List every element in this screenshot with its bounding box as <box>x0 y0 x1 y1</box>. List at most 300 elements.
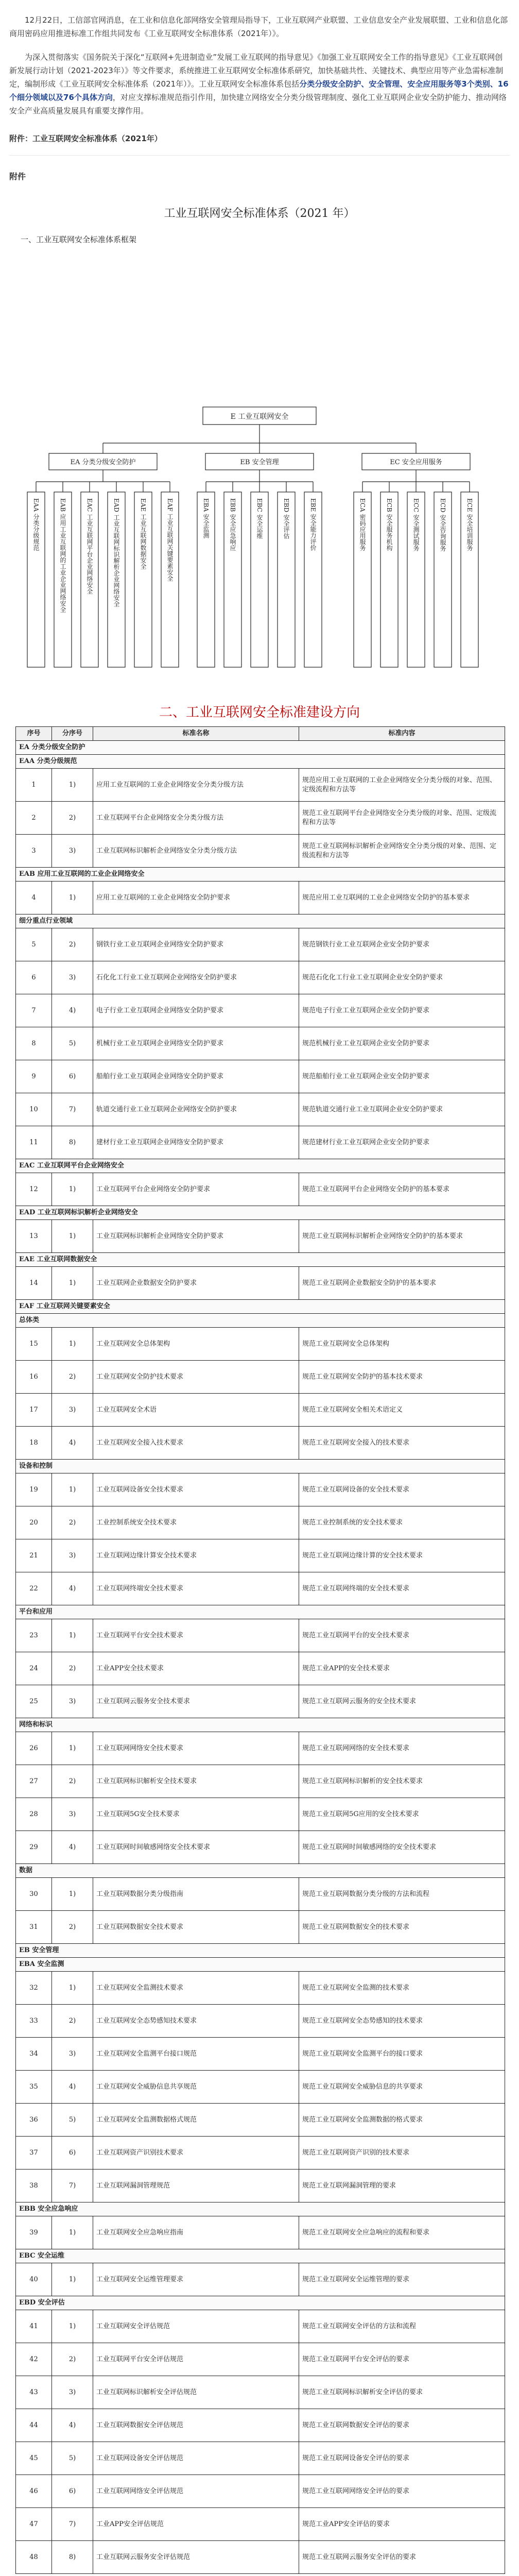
table-row <box>16 2310 505 2343</box>
serial-cell: 10 <box>16 1093 52 1126</box>
table-row <box>16 1732 505 1765</box>
standard-name-cell: 工业互联网云服务安全评估规范 <box>93 2541 299 2574</box>
intro-paragraph-1: 12月22日，工信部官网消息，在工业和信息化部网络安全管理局指导下，工业互联网产业联盟、工业信息安全产业发展联盟、工业和信息化部商用密码应用推进标准工作组共同发布《工业互联网安全标准体系（2021年）》。 <box>9 15 508 38</box>
diagram-sub-label: EAB 应用工业互联网的工业企业网络安全 <box>59 498 66 613</box>
subserial-cell: 1) <box>52 1473 93 1506</box>
standard-name-cell: 工业互联网边缘计算安全技术要求 <box>93 1539 299 1572</box>
serial-cell: 42 <box>16 2343 52 2376</box>
serial-cell: 40 <box>16 2263 52 2296</box>
section-label: EAB 应用工业互联网的工业企业网络安全 <box>16 868 505 882</box>
serial-cell: 48 <box>16 2541 52 2574</box>
serial-cell: 9 <box>16 1060 52 1093</box>
article-intro <box>0 0 519 117</box>
standard-content-cell: 规范工业互联网数据安全评估的要求 <box>299 2409 505 2442</box>
subserial-cell: 3) <box>52 1539 93 1572</box>
serial-cell: 2 <box>16 802 52 835</box>
section-label: EBA 安全监测 <box>16 1958 505 1972</box>
subserial-cell: 1) <box>52 1328 93 1361</box>
subserial-cell: 3) <box>52 1394 93 1427</box>
serial-cell: 26 <box>16 1732 52 1765</box>
subserial-cell: 8) <box>52 2541 93 2574</box>
standard-name-cell: 工业互联网时间敏感网络安全技术要求 <box>93 1831 299 1864</box>
standard-name-cell: 工业互联网数据安全技术要求 <box>93 1911 299 1944</box>
table-row <box>16 2376 505 2409</box>
serial-cell: 12 <box>16 1173 52 1206</box>
serial-cell: 19 <box>16 1473 52 1506</box>
standard-name-cell: 工业互联网安全防护技术要求 <box>93 1361 299 1394</box>
table-row <box>16 994 505 1027</box>
standard-name-cell: 钢铁行业工业互联网企业网络安全防护要求 <box>93 928 299 961</box>
table-section-row <box>16 1159 505 1173</box>
standard-name-cell: 工业互联网安全运维管理要求 <box>93 2263 299 2296</box>
table-row <box>16 1765 505 1798</box>
subserial-cell: 2) <box>52 2343 93 2376</box>
table-row <box>16 928 505 961</box>
section-label: 总体类 <box>16 1314 505 1328</box>
diagram-sub-label: ECB 安全服务机构 <box>386 498 393 551</box>
subserial-cell: 3) <box>52 835 93 868</box>
diagram-sub-label: EBB 安全应急响应 <box>229 498 236 551</box>
serial-cell: 22 <box>16 1572 52 1605</box>
table-row <box>16 1328 505 1361</box>
table-header-row <box>16 727 505 741</box>
subserial-cell: 2) <box>52 1765 93 1798</box>
standard-name-cell: 工业互联网标识解析企业网络安全分类分级方法 <box>93 835 299 868</box>
diagram-group-label: EC 安全应用服务 <box>390 459 442 466</box>
subserial-cell: 6) <box>52 2137 93 2170</box>
standard-content-cell: 规范工业互联网数据安全的技术要求 <box>299 1911 505 1944</box>
standard-name-cell: 电子行业工业互联网企业网络安全防护要求 <box>93 994 299 1027</box>
standard-content-cell: 规范工业互联网平台安全评估的要求 <box>299 2343 505 2376</box>
section-label: EB 安全管理 <box>16 1944 505 1958</box>
table-row <box>16 1220 505 1253</box>
standard-content-cell: 规范工业互联网安全接入的技术要求 <box>299 1427 505 1460</box>
subserial-cell: 4) <box>52 1427 93 1460</box>
table-section-row <box>16 914 505 928</box>
subserial-cell: 7) <box>52 2170 93 2202</box>
table-row <box>16 2508 505 2541</box>
standard-name-cell: 工业互联网安全总体架构 <box>93 1328 299 1361</box>
standard-content-cell: 规范工业互联网安全监测数据的格式要求 <box>299 2104 505 2137</box>
subserial-cell: 1) <box>52 2216 93 2249</box>
intro-paragraph-2 <box>9 50 510 117</box>
serial-cell: 7 <box>16 994 52 1027</box>
standard-name-cell: 工业互联网安全态势感知技术要求 <box>93 2005 299 2038</box>
section-label: EA 分类分级安全防护 <box>16 741 505 755</box>
serial-cell: 38 <box>16 2170 52 2202</box>
subserial-cell: 4) <box>52 994 93 1027</box>
standard-content-cell: 规范工业互联网平台企业网络安全防护的基本要求 <box>299 1173 505 1206</box>
subserial-cell: 1) <box>52 1619 93 1652</box>
diagram-sub-label: EAD 工业互联网标识解析企业网络安全 <box>113 498 120 607</box>
diagram-sub-label: EAC 工业互联网平台企业网络安全 <box>86 498 93 595</box>
standard-name-cell: 工业互联网数据分类分级指南 <box>93 1878 299 1911</box>
diagram-sub-label: EBD 安全评估 <box>283 498 290 539</box>
subserial-cell: 4) <box>52 1572 93 1605</box>
table-row <box>16 1972 505 2005</box>
standard-content-cell: 规范工业互联网安全监测的技术要求 <box>299 1972 505 2005</box>
table-row <box>16 2137 505 2170</box>
subserial-cell: 7) <box>52 2508 93 2541</box>
table-row <box>16 1060 505 1093</box>
standard-content-cell: 规范应用工业互联网的工业企业网络安全防护的基本要求 <box>299 882 505 914</box>
section-label: 网络和标识 <box>16 1718 505 1732</box>
table-row <box>16 2216 505 2249</box>
serial-cell: 5 <box>16 928 52 961</box>
table-row <box>16 2343 505 2376</box>
table-section-row <box>16 741 505 755</box>
standard-name-cell: 工业互联网5G安全技术要求 <box>93 1798 299 1831</box>
intro-p2-text-c: ，对应支撑标准规范指引作用，加快建立网络安全分类分级管理制度、强化工业互联网企业安全防护能力、推动网络安全产业高质量发展具有重要支撑作用。 <box>9 93 507 115</box>
standard-name-cell: 船舶行业工业互联网企业网络安全防护要求 <box>93 1060 299 1093</box>
serial-cell: 43 <box>16 2376 52 2409</box>
diagram-sub-label: EAA 分类分级规范 <box>32 498 40 551</box>
standard-content-cell: 规范工业互联网设备的安全技术要求 <box>299 1473 505 1506</box>
serial-cell: 18 <box>16 1427 52 1460</box>
table-row <box>16 2071 505 2104</box>
standard-name-cell: 工业互联网安全监测数据格式规范 <box>93 2104 299 2137</box>
serial-cell: 8 <box>16 1027 52 1060</box>
serial-cell: 13 <box>16 1220 52 1253</box>
table-row <box>16 2409 505 2442</box>
table-row <box>16 961 505 994</box>
attachment-line: 附件：工业互联网安全标准体系（2021年） <box>9 134 162 143</box>
standard-content-cell: 规范船舶行业工业互联网企业安全防护要求 <box>299 1060 505 1093</box>
subserial-cell: 5) <box>52 2442 93 2475</box>
table-row <box>16 1652 505 1685</box>
table-row <box>16 1685 505 1718</box>
serial-cell: 16 <box>16 1361 52 1394</box>
serial-cell: 34 <box>16 2038 52 2071</box>
standard-content-cell: 规范工业互联网网络安全评估的要求 <box>299 2475 505 2508</box>
diagram-root-label: E 工业互联网安全 <box>230 413 289 421</box>
table-row <box>16 1539 505 1572</box>
subserial-cell: 1) <box>52 1267 93 1300</box>
table-row <box>16 882 505 914</box>
table-row <box>16 1093 505 1126</box>
standard-name-cell: 工业互联网安全术语 <box>93 1394 299 1427</box>
serial-cell: 33 <box>16 2005 52 2038</box>
standard-name-cell: 工业互联网企业数据安全防护要求 <box>93 1267 299 1300</box>
table-row <box>16 1427 505 1460</box>
serial-cell: 17 <box>16 1394 52 1427</box>
standard-name-cell: 工业互联网资产识别技术要求 <box>93 2137 299 2170</box>
serial-cell: 24 <box>16 1652 52 1685</box>
framework-diagram <box>0 397 519 685</box>
intro-p2-text-a: 为深入贯彻落实《国务院关于深化“互联网+先进制造业”发展工业互联网的指导意见》《加强工业互联网安全工作的指导意见》《工业互联网创新发展行动计划（2021-2023年）》等文件要求，系统推进工业互联网安全标准体系研究，加快基础共性、关键技术、典型应用等产业急需标准制定，编制形成《工业互联网安全标准体系（2021年）》。工业互联网安全标准体系包括 <box>9 53 504 89</box>
section-label: EBB 安全应急响应 <box>16 2202 505 2216</box>
table-row <box>16 1473 505 1506</box>
table-row <box>16 2104 505 2137</box>
standard-content-cell: 规范工业互联网5G应用的安全技术要求 <box>299 1798 505 1831</box>
standard-content-cell: 规范工业互联网标识解析安全评估的要求 <box>299 2376 505 2409</box>
standard-content-cell: 规范工业互联网标识解析企业网络安全防护的基本要求 <box>299 1220 505 1253</box>
table-section-row <box>16 868 505 882</box>
standard-name-cell: 建材行业工业互联网企业网络安全防护要求 <box>93 1126 299 1159</box>
table-section-row <box>16 2296 505 2310</box>
table-row <box>16 1911 505 1944</box>
standard-content-cell: 规范机械行业工业互联网企业安全防护要求 <box>299 1027 505 1060</box>
header-standard-name: 标准名称 <box>93 727 299 741</box>
serial-cell: 44 <box>16 2409 52 2442</box>
serial-cell: 23 <box>16 1619 52 1652</box>
header-subserial: 分序号 <box>52 727 93 741</box>
section-label: EAA 分类分级规范 <box>16 755 505 769</box>
standard-name-cell: 石化化工行业工业互联网企业网络安全防护要求 <box>93 961 299 994</box>
standard-name-cell: 工业控制系统安全技术要求 <box>93 1506 299 1539</box>
standard-name-cell: 工业互联网安全评估规范 <box>93 2310 299 2343</box>
subserial-cell: 4) <box>52 2071 93 2104</box>
diagram-sub-label: ECE 安全培训服务 <box>466 498 473 551</box>
standard-content-cell: 规范工业互联网安全威胁信息的共享要求 <box>299 2071 505 2104</box>
standard-name-cell: 工业互联网设备安全技术要求 <box>93 1473 299 1506</box>
section-label: EBD 安全评估 <box>16 2296 505 2310</box>
subserial-cell: 5) <box>52 2104 93 2137</box>
standard-content-cell: 规范工业互联网终端的安全技术要求 <box>299 1572 505 1605</box>
diagram-sub-label: EBC 安全运维 <box>256 498 263 539</box>
standard-name-cell: 应用工业互联网的工业企业网络安全分类分级方法 <box>93 769 299 802</box>
standard-content-cell: 规范工业互联网设备安全评估的要求 <box>299 2442 505 2475</box>
subserial-cell: 5) <box>52 1027 93 1060</box>
table-row <box>16 2541 505 2574</box>
serial-cell: 20 <box>16 1506 52 1539</box>
standard-content-cell: 规范电子行业工业互联网企业安全防护要求 <box>299 994 505 1027</box>
serial-cell: 37 <box>16 2137 52 2170</box>
standard-name-cell: 工业互联网数据安全评估规范 <box>93 2409 299 2442</box>
standard-name-cell: 应用工业互联网的工业企业网络安全防护要求 <box>93 882 299 914</box>
document-title: 工业互联网安全标准体系（2021 年） <box>164 207 355 220</box>
serial-cell: 28 <box>16 1798 52 1831</box>
subserial-cell: 2) <box>52 1361 93 1394</box>
standard-name-cell: 工业互联网平台企业网络安全分类分级方法 <box>93 802 299 835</box>
standard-content-cell: 规范工业控制系统的安全技术要求 <box>299 1506 505 1539</box>
subserial-cell: 3) <box>52 1685 93 1718</box>
standard-content-cell: 规范工业互联网资产识别的技术要求 <box>299 2137 505 2170</box>
standard-content-cell: 规范工业互联网安全应急响应的流程和要求 <box>299 2216 505 2249</box>
serial-cell: 47 <box>16 2508 52 2541</box>
table-row <box>16 2263 505 2296</box>
diagram-group-label: EA 分类分级安全防护 <box>70 459 136 466</box>
subserial-cell: 1) <box>52 1732 93 1765</box>
standard-content-cell: 规范工业互联网云服务的安全技术要求 <box>299 1685 505 1718</box>
standard-name-cell: 工业互联网设备安全评估规范 <box>93 2442 299 2475</box>
table-section-row <box>16 1253 505 1267</box>
diagram-sub-label: ECC 安全测试服务 <box>412 498 420 551</box>
section-label: EBC 安全运维 <box>16 2249 505 2263</box>
serial-cell: 45 <box>16 2442 52 2475</box>
section-label: 细分重点行业领域 <box>16 914 505 928</box>
table-row <box>16 1506 505 1539</box>
table-section-row <box>16 1300 505 1314</box>
serial-cell: 36 <box>16 2104 52 2137</box>
serial-cell: 21 <box>16 1539 52 1572</box>
section-label: 数据 <box>16 1864 505 1878</box>
subserial-cell: 2) <box>52 802 93 835</box>
standard-content-cell: 规范工业互联网漏洞管理的要求 <box>299 2170 505 2202</box>
table-section-row <box>16 755 505 769</box>
serial-cell: 39 <box>16 2216 52 2249</box>
table-section-row <box>16 1944 505 1958</box>
standard-name-cell: 工业互联网平台安全评估规范 <box>93 2343 299 2376</box>
diagram-sub-label: ECD 安全咨询服务 <box>439 498 446 552</box>
serial-cell: 3 <box>16 835 52 868</box>
standard-name-cell: 工业互联网安全监测技术要求 <box>93 1972 299 2005</box>
table-section-row <box>16 1460 505 1473</box>
standard-content-cell: 规范工业互联网时间敏感网络的安全技术要求 <box>299 1831 505 1864</box>
subserial-cell: 3) <box>52 2376 93 2409</box>
section-1-title: 一、工业互联网安全标准体系框架 <box>21 235 137 244</box>
serial-cell: 4 <box>16 882 52 914</box>
serial-cell: 35 <box>16 2071 52 2104</box>
standard-content-cell: 规范工业互联网数据分类分级的方法和流程 <box>299 1878 505 1911</box>
table-section-row <box>16 1718 505 1732</box>
standard-content-cell: 规范钢铁行业工业互联网企业安全防护要求 <box>299 928 505 961</box>
serial-cell: 32 <box>16 1972 52 2005</box>
diagram-sub-label: ECA 密码应用服务 <box>359 498 366 551</box>
attachment-label: 附件 <box>9 172 26 181</box>
serial-cell: 31 <box>16 1911 52 1944</box>
standard-content-cell: 规范工业互联网安全监测平台的接口要求 <box>299 2038 505 2071</box>
section-label: EAF 工业互联网关键要素安全 <box>16 1300 505 1314</box>
serial-cell: 15 <box>16 1328 52 1361</box>
table-section-row <box>16 1605 505 1619</box>
standard-name-cell: 工业互联网安全监测平台接口规范 <box>93 2038 299 2071</box>
subserial-cell: 1) <box>52 882 93 914</box>
standard-name-cell: 工业互联网终端安全技术要求 <box>93 1572 299 1605</box>
subserial-cell: 6) <box>52 2475 93 2508</box>
diagram-sub-label: EAE 工业互联网数据安全 <box>140 498 147 569</box>
standard-content-cell: 规范工业互联网安全相关术语定义 <box>299 1394 505 1427</box>
standard-content-cell: 规范工业互联网标识解析企业网络安全分类分级的对象、范围、定级流程和方法等 <box>299 835 505 868</box>
subserial-cell: 3) <box>52 1798 93 1831</box>
table-row <box>16 1878 505 1911</box>
subserial-cell: 4) <box>52 2409 93 2442</box>
standard-name-cell: 工业互联网安全接入技术要求 <box>93 1427 299 1460</box>
standard-name-cell: 工业互联网安全威胁信息共享规范 <box>93 2071 299 2104</box>
table-row <box>16 1619 505 1652</box>
standard-name-cell: 工业互联网安全应急响应指南 <box>93 2216 299 2249</box>
subserial-cell: 7) <box>52 1093 93 1126</box>
section-label: 平台和应用 <box>16 1605 505 1619</box>
section-label: EAD 工业互联网标识解析企业网络安全 <box>16 1206 505 1220</box>
subserial-cell: 2) <box>52 1911 93 1944</box>
table-row <box>16 1173 505 1206</box>
diagram-sub-label: EBA 安全监测 <box>202 498 210 539</box>
standard-name-cell: 工业互联网标识解析安全评估规范 <box>93 2376 299 2409</box>
subserial-cell: 2) <box>52 1506 93 1539</box>
table-section-row <box>16 1864 505 1878</box>
subserial-cell: 4) <box>52 1831 93 1864</box>
standard-content-cell: 规范工业互联网安全评估的方法和流程 <box>299 2310 505 2343</box>
subserial-cell: 1) <box>52 1220 93 1253</box>
standard-content-cell: 规范工业互联网企业数据安全防护的基本要求 <box>299 1267 505 1300</box>
subserial-cell: 2) <box>52 2005 93 2038</box>
table-row <box>16 2038 505 2071</box>
header-standard-content: 标准内容 <box>299 727 505 741</box>
table-row <box>16 835 505 868</box>
header-serial: 序号 <box>16 727 52 741</box>
table-row <box>16 1394 505 1427</box>
serial-cell: 27 <box>16 1765 52 1798</box>
standard-content-cell: 规范轨道交通行业工业互联网企业安全防护要求 <box>299 1093 505 1126</box>
standard-content-cell: 规范工业互联网安全态势感知的技术要求 <box>299 2005 505 2038</box>
table-row <box>16 2442 505 2475</box>
serial-cell: 46 <box>16 2475 52 2508</box>
standard-name-cell: 工业互联网网络安全技术要求 <box>93 1732 299 1765</box>
subserial-cell: 2) <box>52 928 93 961</box>
standard-name-cell: 工业APP安全评估规范 <box>93 2508 299 2541</box>
section-label: 设备和控制 <box>16 1460 505 1473</box>
standard-content-cell: 规范工业互联网云服务安全评估的要求 <box>299 2541 505 2574</box>
table-row <box>16 2170 505 2202</box>
diagram-sub-label: EAF 工业互联网关键要素安全 <box>166 498 174 582</box>
standard-name-cell: 工业互联网标识解析安全技术要求 <box>93 1765 299 1798</box>
table-section-row <box>16 1206 505 1220</box>
standard-content-cell: 规范建材行业工业互联网企业安全防护要求 <box>299 1126 505 1159</box>
subserial-cell: 1) <box>52 2310 93 2343</box>
standard-name-cell: 工业互联网云服务安全技术要求 <box>93 1685 299 1718</box>
table-section-row <box>16 2249 505 2263</box>
section-label: EAC 工业互联网平台企业网络安全 <box>16 1159 505 1173</box>
subserial-cell: 1) <box>52 769 93 802</box>
table-row <box>16 2005 505 2038</box>
table-section-row <box>16 2202 505 2216</box>
standard-name-cell: 工业互联网平台企业网络安全防护要求 <box>93 1173 299 1206</box>
standard-content-cell: 规范工业互联网安全防护的基本技术要求 <box>299 1361 505 1394</box>
standard-content-cell: 规范工业APP安全评估的要求 <box>299 2508 505 2541</box>
standard-content-cell: 规范应用工业互联网的工业企业网络安全分类分级的对象、范围、定级流程和方法等 <box>299 769 505 802</box>
section-2-title: 二、工业互联网安全标准建设方向 <box>159 705 360 720</box>
standard-name-cell: 工业互联网标识解析企业网络安全防护要求 <box>93 1220 299 1253</box>
standard-name-cell: 轨道交通行业工业互联网企业网络安全防护要求 <box>93 1093 299 1126</box>
subserial-cell: 3) <box>52 2038 93 2071</box>
table-row <box>16 1798 505 1831</box>
table-section-row <box>16 1958 505 1972</box>
divider <box>9 155 510 156</box>
subserial-cell: 2) <box>52 1652 93 1685</box>
table-row <box>16 2475 505 2508</box>
subserial-cell: 1) <box>52 2263 93 2296</box>
table-row <box>16 802 505 835</box>
standard-name-cell: 工业APP安全技术要求 <box>93 1652 299 1685</box>
standard-content-cell: 规范工业互联网网络的安全技术要求 <box>299 1732 505 1765</box>
subserial-cell: 1) <box>52 1878 93 1911</box>
table-row <box>16 769 505 802</box>
table-section-row <box>16 1314 505 1328</box>
subserial-cell: 1) <box>52 1173 93 1206</box>
serial-cell: 14 <box>16 1267 52 1300</box>
subserial-cell: 3) <box>52 961 93 994</box>
table-row <box>16 1572 505 1605</box>
diagram-group-label: EB 安全管理 <box>240 459 279 466</box>
serial-cell: 1 <box>16 769 52 802</box>
serial-cell: 6 <box>16 961 52 994</box>
table-row <box>16 1126 505 1159</box>
standard-name-cell: 机械行业工业互联网企业网络安全防护要求 <box>93 1027 299 1060</box>
serial-cell: 11 <box>16 1126 52 1159</box>
standard-content-cell: 规范工业互联网平台的安全技术要求 <box>299 1619 505 1652</box>
standard-content-cell: 规范工业互联网标识解析的安全技术要求 <box>299 1765 505 1798</box>
subserial-cell: 6) <box>52 1060 93 1093</box>
subserial-cell: 1) <box>52 1972 93 2005</box>
table-row <box>16 1027 505 1060</box>
standard-name-cell: 工业互联网平台安全技术要求 <box>93 1619 299 1652</box>
standard-content-cell: 规范石化化工行业工业互联网企业安全防护要求 <box>299 961 505 994</box>
standard-content-cell: 规范工业互联网安全总体架构 <box>299 1328 505 1361</box>
standards-table <box>15 726 505 2574</box>
standard-content-cell: 规范工业APP的安全技术要求 <box>299 1652 505 1685</box>
table-row <box>16 1267 505 1300</box>
